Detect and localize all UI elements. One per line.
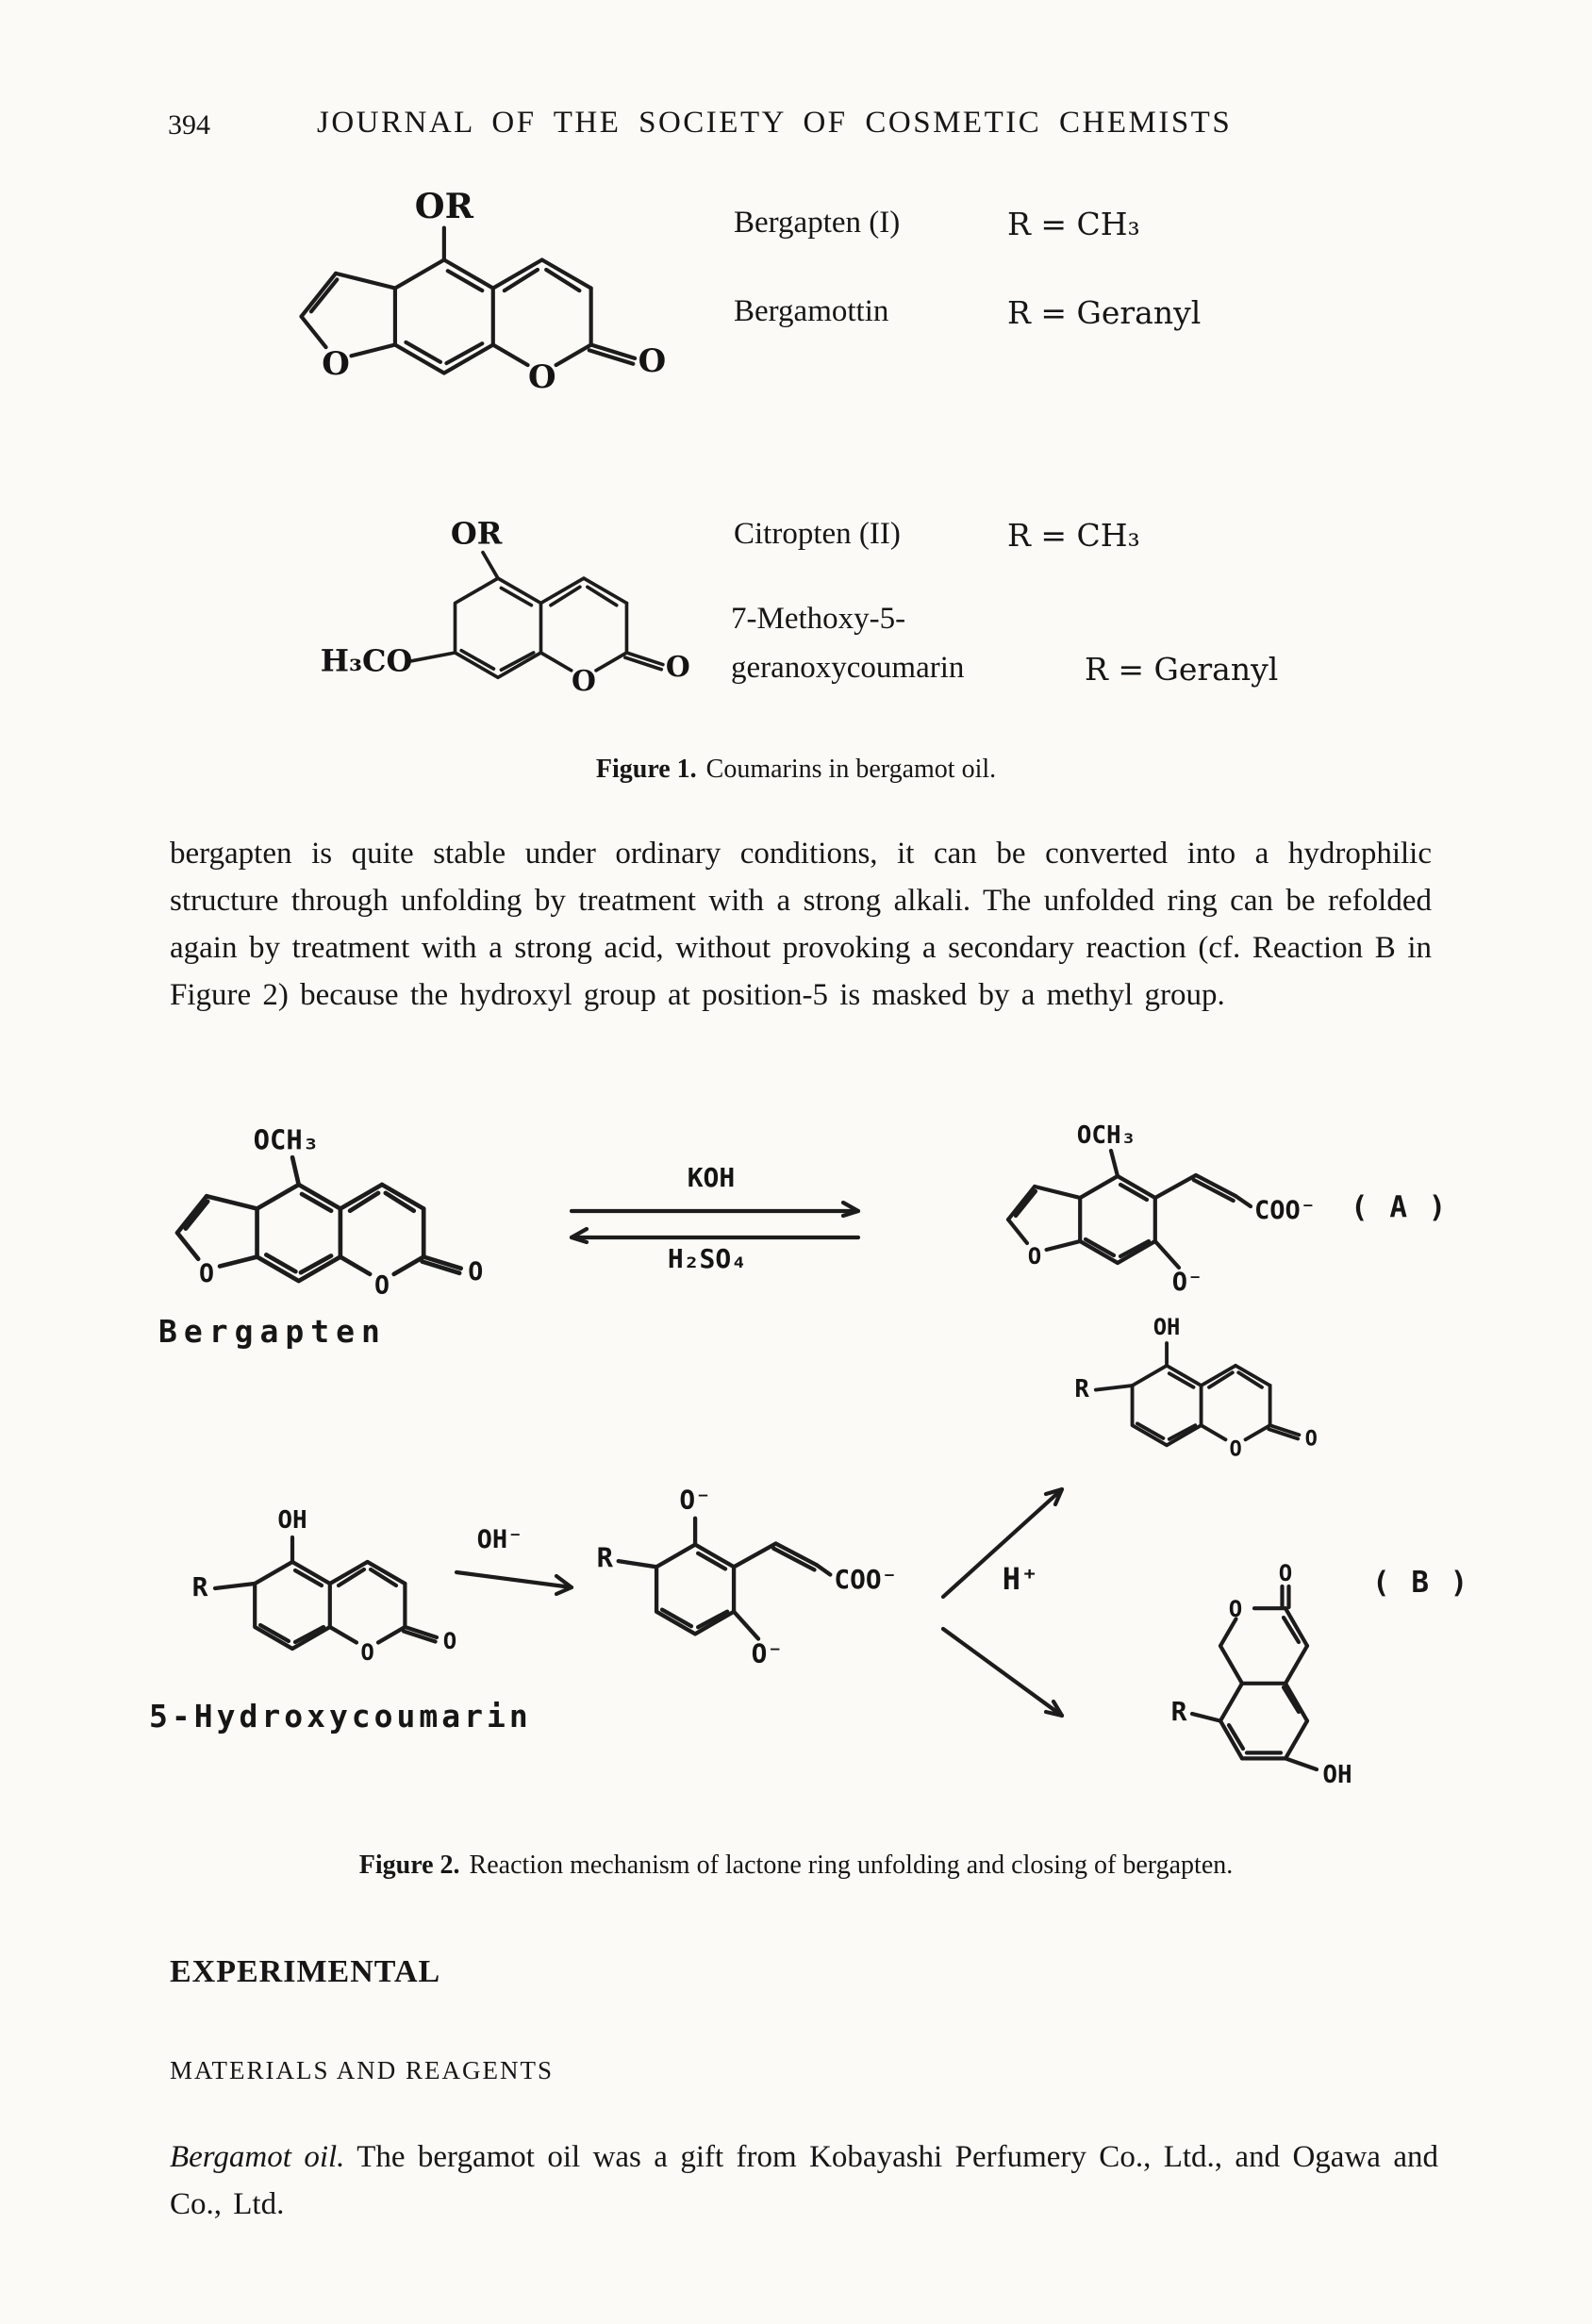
alkoxide-label: O⁻ [1171,1268,1203,1297]
citropten-skeleton-structure [272,509,724,736]
lactone-carbonyl-bond [625,653,663,670]
lactone-carbonyl-bond [1283,1586,1289,1607]
figure2-bergapten-structure [141,1118,519,1337]
r-bond [1192,1714,1220,1721]
lactone-carbonyl-bond [1269,1425,1299,1438]
body-paragraph: bergapten is quite stable under ordinary conditions, it can be converted into a hydrophilic structure through unfolding by treatment with a strong alkali. The unfolded ring can be refolded again by treatment with a strong acid, without provoking a secondary reaction (cf. Reaction B in Figure 2) because the hydroxyl group at position-5 is masked by a methyl group. [170,837,1432,1012]
figure2-caption-text: Reaction mechanism of lactone ring unfolding and closing of bergapten. [469,1851,1234,1880]
paragraph-text: The bergamot oil was a gift from Kobayashi Perfumery Co., Ltd., and Ogawa and Co., Ltd. [170,2140,1438,2221]
furan-oxygen-label: O [1027,1243,1042,1270]
carboxylate-label: COO⁻ [1254,1196,1317,1225]
reverse-reagent-label: H₂SO₄ [667,1243,748,1274]
carbonyl-oxygen-label: O [665,651,690,685]
figure2-caption [0,1851,1592,1881]
benzene-ring [656,1545,734,1635]
carbonyl-oxygen-label: O [1304,1427,1318,1452]
compound-name-bergapten: Bergapten (I) [734,206,901,240]
benzene-ring [456,578,541,677]
ring-oxygen-label: O [1228,1596,1243,1622]
benzene-ring [1220,1684,1307,1759]
proton-branch-arrows [934,1448,1103,1731]
r-group-bergapten: R = CH₃ [1007,206,1140,242]
figure1-caption-text: Coumarins in bergamot oil. [705,755,997,784]
furan-oxygen-label: O [322,343,350,382]
methoxy-bond [292,1157,299,1185]
benzene-ring [257,1185,340,1281]
equilibrium-arrows [558,1162,870,1274]
benzene-ring [395,260,493,374]
materials-subheading: MATERIALS AND REAGENTS [170,2056,555,2084]
lactone-carbonyl-bond [404,1627,437,1642]
forward-arrow [572,1203,858,1216]
r-group-label: R [596,1541,613,1574]
r-group-methoxy: R = Geranyl [1085,651,1279,688]
compound-name-methoxy-line2: geranoxycoumarin [731,651,965,685]
methoxy-label: H₃CO [320,642,413,679]
lactone-carbonyl-bond [423,1257,461,1273]
pyranone-ring [540,578,626,671]
alkoxide-bond [734,1612,758,1639]
or-bond [483,553,498,578]
carboxylate-label: COO⁻ [834,1563,898,1595]
journal-title: JOURNAL OF THE SOCIETY OF COSMETIC CHEMISTS [317,106,1233,140]
carboxylate-chain [734,1544,830,1575]
experimental-paragraph [170,2133,1438,2228]
compound-name-methoxy-line1: 7-Methoxy-5- [731,602,906,636]
ring-oxygen-label: O [374,1270,390,1301]
ring-oxygen-label: O [360,1639,374,1666]
methoxy-bond [1111,1151,1118,1176]
hydroxide-arrow [451,1523,583,1608]
lactone-carbonyl-bond [589,345,635,364]
benzene-ring [1133,1366,1202,1445]
pyranone-ring [493,260,591,366]
alkoxide-bond [1155,1241,1179,1268]
r-group-bergamottin: R = Geranyl [1007,294,1202,331]
r-group-label: R [1074,1374,1089,1403]
benzene-ring [1080,1176,1155,1263]
carbonyl-oxygen-label: O [1278,1560,1293,1586]
phenoxide-label: O⁻ [679,1484,711,1516]
pyranone-ring [340,1185,423,1274]
ring-oxygen-label: O [572,665,596,698]
compound-name-bergamottin: Bergamottin [734,294,889,328]
methoxy-label: OCH₃ [1076,1121,1136,1150]
figure2-caption-label: Figure 2. [358,1851,460,1880]
paragraph-lead-italic: Bergamot oil. [170,2140,345,2174]
hydroxyl-label: OH [1322,1761,1352,1789]
bergapten-scheme-label: Bergapten [158,1313,387,1350]
reverse-arrow [572,1229,858,1242]
methoxy-label: OCH₃ [253,1123,320,1156]
r-group-label: R [191,1571,208,1602]
carbonyl-oxygen-label: O [638,341,667,380]
r-bond [215,1584,255,1588]
r-bond [1096,1386,1133,1390]
forward-reagent-label: KOH [687,1162,736,1193]
carbonyl-oxygen-label: O [442,1628,457,1654]
furan-ring [177,1196,257,1266]
r-group-label: R [1170,1696,1187,1727]
methoxy-bond [409,653,455,661]
experimental-heading: EXPERIMENTAL [170,1954,441,1989]
hydroxycoumarin-scheme-label: 5-Hydroxycoumarin [149,1698,532,1735]
or-substituent-label: OR [450,515,503,552]
hydroxyl-label: OH [277,1506,307,1535]
carbonyl-oxygen-label: O [468,1256,484,1286]
alkoxide-label: O⁻ [751,1637,784,1669]
reaction-arrow [456,1572,572,1594]
bergapten-skeleton-structure [259,181,703,440]
figure1-caption [0,755,1592,785]
hydroxyl-bond [1285,1758,1317,1769]
open-form-b-structure [564,1468,898,1711]
hydroxide-label: OH⁻ [476,1525,523,1554]
proton-label: H⁺ [1002,1561,1039,1597]
furan-oxygen-label: O [199,1259,215,1289]
or-substituent-label: OR [414,186,473,227]
pyranone-ring [330,1562,406,1643]
ring-oxygen-label: O [527,357,556,396]
hydroxyl-label: OH [1153,1313,1181,1340]
r-group-citropten: R = CH₃ [1007,517,1140,554]
furan-ring [1008,1187,1080,1250]
reaction-b-tag: ( B ) [1372,1566,1470,1600]
page-number: 394 [168,109,210,141]
figure1-caption-label: Figure 1. [595,755,697,784]
ring-oxygen-label: O [1229,1437,1242,1462]
pyranone-ring [1202,1366,1270,1439]
refolded-coumarin-structure [1085,1560,1396,1811]
reaction-a-tag: ( A ) [1351,1190,1449,1224]
r-bond [619,1561,656,1567]
5-hydroxycoumarin-structure [141,1492,490,1709]
carboxylate-chain [1155,1175,1251,1206]
down-arrow [943,1629,1062,1716]
compound-name-citropten: Citropten (II) [734,517,901,551]
benzene-ring [255,1562,330,1649]
